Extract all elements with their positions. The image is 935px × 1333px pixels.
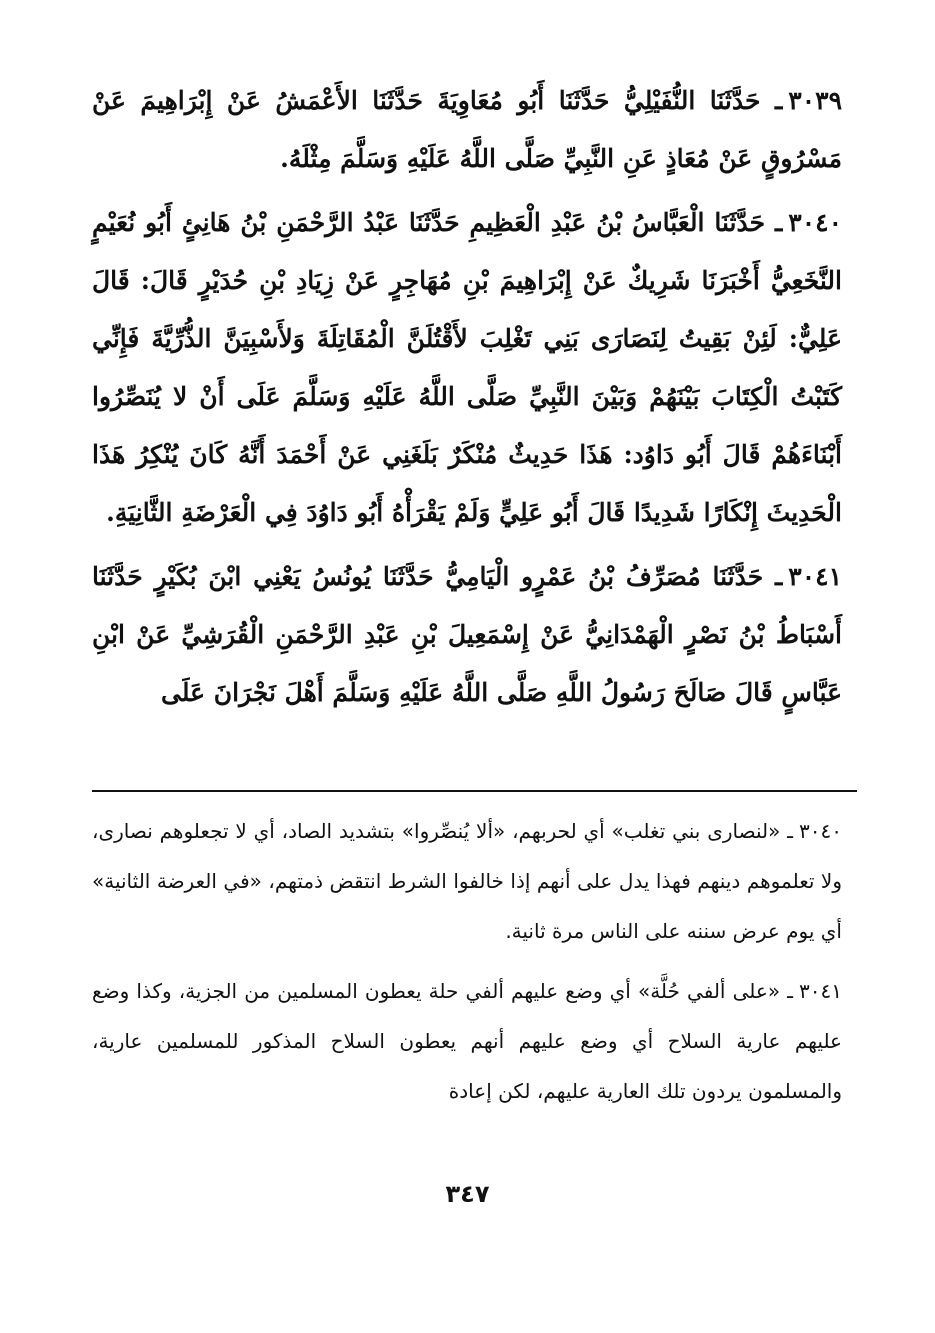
page-number: ٣٤٧ — [445, 1180, 490, 1208]
footnote-body: ـ «لنصارى بني تغلب» أي لحربهم، «ألا يُنصِّروا» بتشديد الصاد، أي لا تجعلوهم نصارى، ولا تعلموهم دينهم فهذا يدل على أنهم إذا خالفوا الشرط انتقض ذمتهم، «في العرضة الثانية» أي يوم عرض سننه على الناس مرة ثانية. — [92, 819, 842, 943]
footnotes-block — [92, 806, 842, 1126]
hadith-3040 — [92, 194, 842, 542]
hadith-body: ـ حَدَّثَنَا الْعَبَّاسُ بْنُ عَبْدِ الْعَظِيمِ حَدَّثَنَا عَبْدُ الرَّحْمَنِ بْنُ هَانِئٍ أَبُو نُعَيْمٍ النَّخَعِيُّ أَخْبَرَنَا شَرِيكٌ عَنْ إِبْرَاهِيمَ بْنِ مُهَاجِرٍ عَنْ زِيَادِ بْنِ حُدَيْرٍ قَالَ: قَالَ عَلِيٌّ: لَئِنْ بَقِيتُ لِنَصَارَى بَنِي تَغْلِبَ لأَقْتُلَنَّ الْمُقَاتِلَةَ وَلأَسْبِيَنَّ الذُّرِّيَّةَ فَإِنِّي كَتَبْتُ الْكِتَابَ بَيْنَهُمْ وَبَيْنَ النَّبِيِّ صَلَّى اللَّهُ عَلَيْهِ وَسَلَّمَ عَلَى أَنْ لا يُنَصِّرُوا أَبْنَاءَهُمْ قَالَ أَبُو دَاوُد: هَذَا حَدِيثٌ مُنْكَرٌ بَلَغَنِي عَنْ أَحْمَدَ أَنَّهُ كَانَ يُنْكِرُ هَذَا الْحَدِيثَ إِنْكَارًا شَدِيدًا قَالَ أَبُو عَلِيٍّ وَلَمْ يَقْرَأْهُ أَبُو دَاوُدَ فِي الْعَرْضَةِ الثَّانِيَةِ. — [92, 208, 842, 527]
footnote-3041 — [92, 966, 842, 1116]
footnote-3040 — [92, 806, 842, 956]
hadith-3041 — [92, 548, 842, 722]
hadith-number: ٣٠٣٩ — [788, 86, 842, 115]
hadith-text-block — [92, 72, 842, 728]
hadith-number: ٣٠٤٠ — [788, 208, 842, 237]
footnote-ref: ٣٠٤١ — [799, 979, 842, 1003]
footnote-body: ـ «على ألفي حُلَّة» أي وضع عليهم ألفي حلة يعطون المسلمين من الجزية، وكذا وضع عليهم عارية السلاح أي وضع عليهم أنهم يعطون السلاح المذكور للمسلمين عارية، والمسلمون يردون تلك العارية عليهم، لكن إعادة — [92, 979, 842, 1103]
hadith-number: ٣٠٤١ — [788, 562, 842, 591]
hadith-body: ـ حَدَّثَنَا النُّفَيْلِيُّ حَدَّثَنَا أَبُو مُعَاوِيَةَ حَدَّثَنَا الأَعْمَشُ عَنْ إِبْرَاهِيمَ عَنْ مَسْرُوقٍ عَنْ مُعَاذٍ عَنِ النَّبِيِّ صَلَّى اللَّهُ عَلَيْهِ وَسَلَّمَ مِثْلَهُ. — [92, 86, 842, 173]
hadith-3039 — [92, 72, 842, 188]
hadith-body: ـ حَدَّثَنَا مُصَرِّفُ بْنُ عَمْرٍو الْيَامِيُّ حَدَّثَنَا يُونُسُ يَعْنِي ابْنَ بُكَيْرٍ حَدَّثَنَا أَسْبَاطُ بْنُ نَصْرٍ الْهَمْدَانِيُّ عَنْ إِسْمَعِيلَ بْنِ عَبْدِ الرَّحْمَنِ الْقُرَشِيِّ عَنْ ابْنِ عَبَّاسٍ قَالَ صَالَحَ رَسُولُ اللَّهِ صَلَّى اللَّهُ عَلَيْهِ وَسَلَّمَ أَهْلَ نَجْرَانَ عَلَى — [92, 562, 842, 707]
footnote-ref: ٣٠٤٠ — [799, 819, 842, 843]
footnote-divider — [92, 790, 857, 792]
